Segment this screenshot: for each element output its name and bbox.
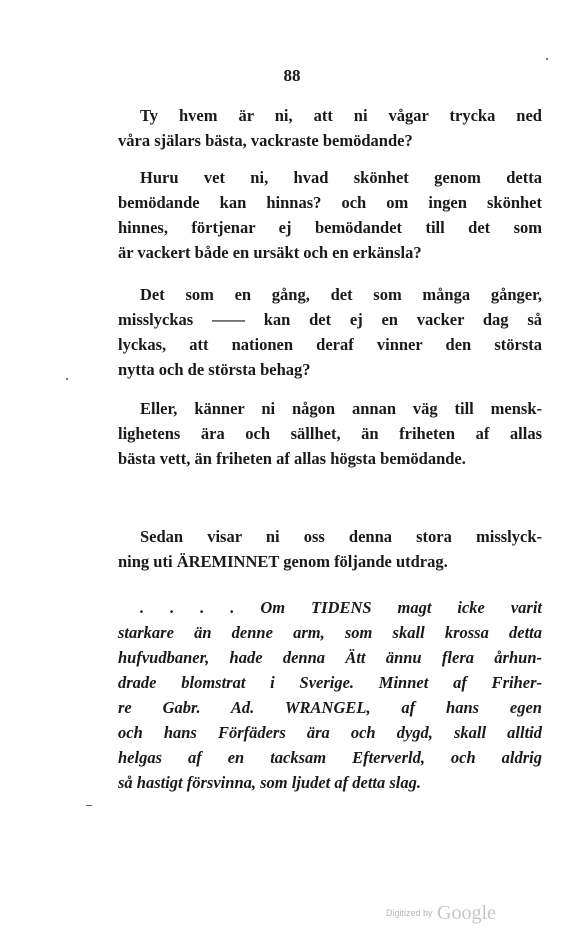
text-line: Ty hvem är ni, att ni vågar trycka ned <box>140 106 542 125</box>
text-line: starkare än denne arm, som skall krossa detta <box>118 623 542 642</box>
text-line: misslyckas —— kan det ej en vacker dag så <box>118 310 542 329</box>
text-line: lighetens ära och sällhet, än friheten af allas <box>118 424 542 443</box>
text-line: ning uti ÄREMINNET genom följande utdrag. <box>118 552 448 571</box>
text-line: så hastigt försvinna, som ljudet af detta slag. <box>118 773 421 792</box>
text-line: hinnes, förtjenar ej bemödandet till det som <box>118 218 542 237</box>
watermark-prefix: Digitized by <box>386 908 433 918</box>
text-line: lyckas, att nationen deraf vinner den största <box>118 335 542 354</box>
quotation-paragraph <box>118 595 542 795</box>
paragraph-2 <box>118 165 542 265</box>
text-line: Det som en gång, det som många gånger, <box>140 285 542 304</box>
text-line: drade blomstrat i Sverige. Minnet af Friher- <box>118 673 542 692</box>
paragraph-3 <box>118 282 542 382</box>
text-line: bästa vett, än friheten af allas högsta bemödande. <box>118 449 466 468</box>
print-speck <box>66 378 68 380</box>
text-line: och hans Förfäders ära och dygd, skall alltid <box>118 723 542 742</box>
text-line: bemödande kan hinnas? och om ingen skönhet <box>118 193 542 212</box>
text-line: . . . . Om TIDENS magt icke varit <box>140 598 542 617</box>
print-speck <box>546 58 548 60</box>
page-number: 88 <box>283 66 301 85</box>
text-line: våra själars bästa, vackraste bemödande? <box>118 131 413 150</box>
text-line: nytta och de största behag? <box>118 360 311 379</box>
paragraph-5 <box>118 524 542 574</box>
paragraph-1 <box>118 103 542 153</box>
text-line: helgas af en tacksam Efterverld, och aldrig <box>118 748 542 767</box>
text-line: Sedan visar ni oss denna stora misslyck- <box>140 527 542 546</box>
paragraph-4 <box>118 396 542 471</box>
print-speck <box>86 805 92 806</box>
watermark-brand: Google <box>437 902 496 924</box>
text-line: hufvudbaner, hade denna Ätt ännu flera århun- <box>118 648 542 667</box>
text-line: re Gabr. Ad. WRANGEL, af hans egen <box>118 698 542 717</box>
text-line: Huru vet ni, hvad skönhet genom detta <box>140 168 542 187</box>
text-line: är vackert både en ursäkt och en erkänsla? <box>118 243 422 262</box>
text-line: Eller, känner ni någon annan väg till mensk- <box>140 399 542 418</box>
digitization-watermark <box>386 902 496 925</box>
